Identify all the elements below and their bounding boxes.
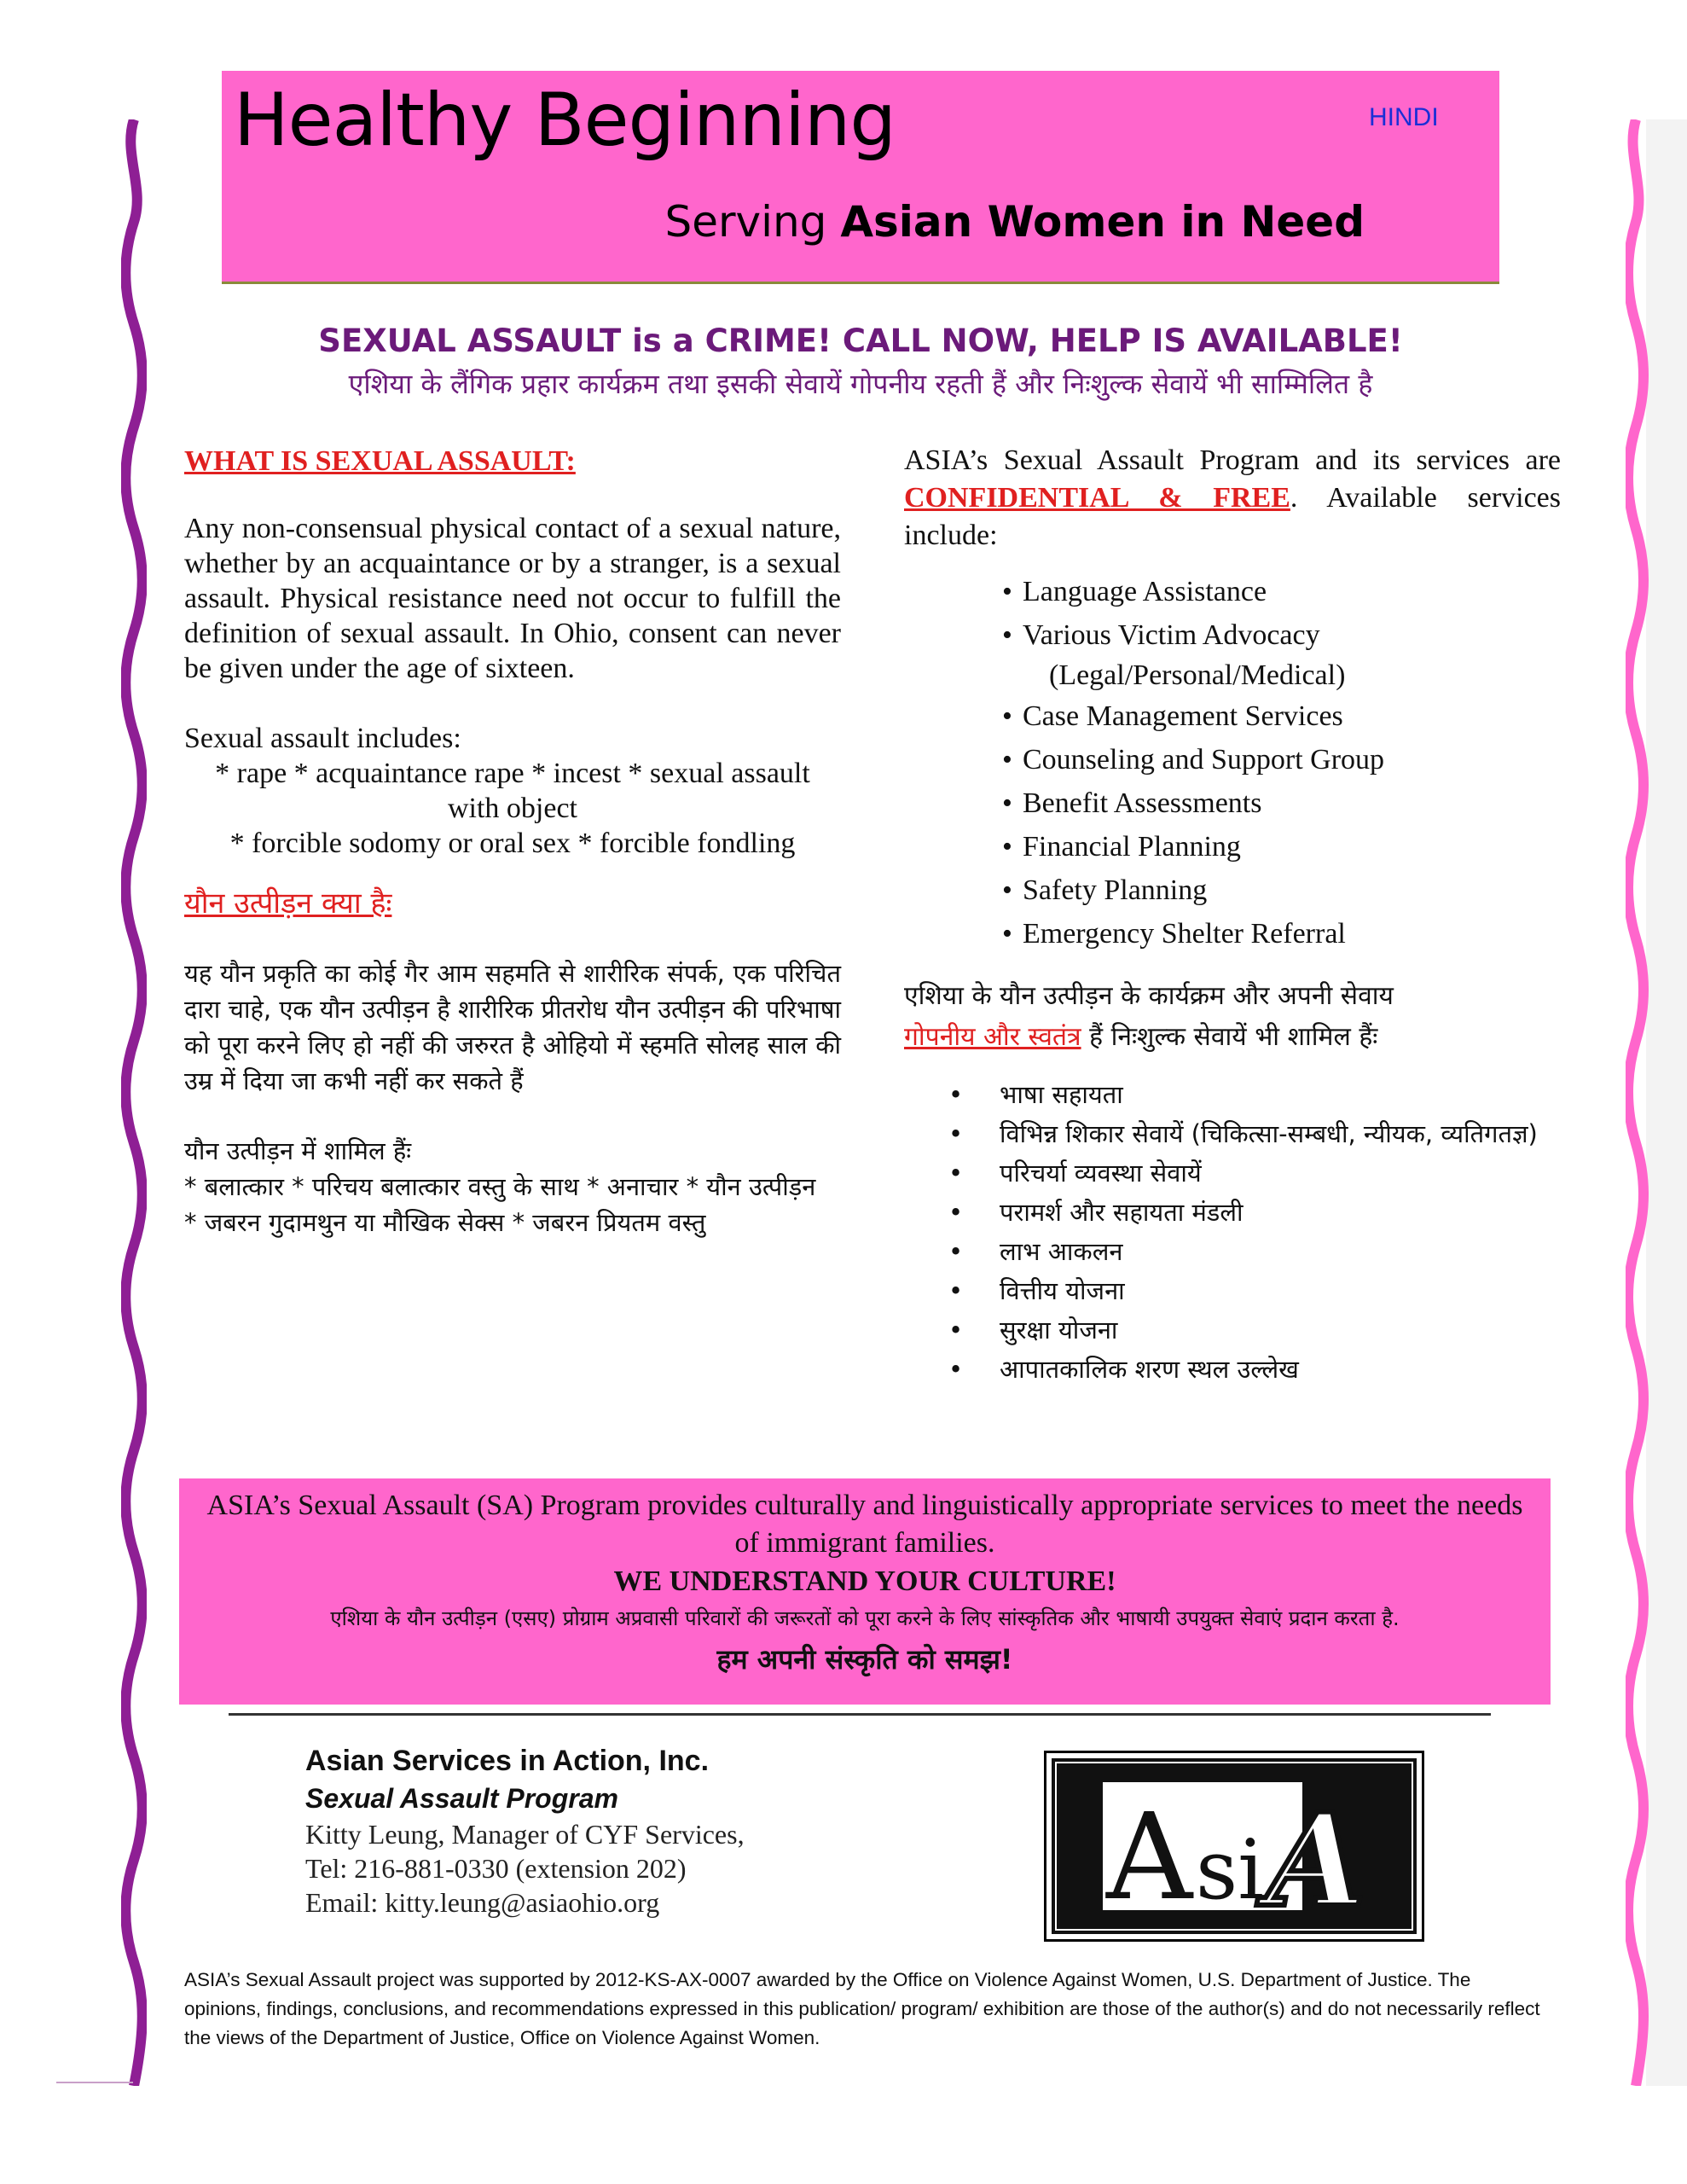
- footer-rule: [229, 1713, 1491, 1716]
- bullet-icon: •: [948, 1080, 964, 1109]
- intro-after: . Available services include:: [904, 482, 1561, 551]
- hindi-includes-line-1: * बलात्कार * परिचय बलात्कार वस्तु के साथ * अनाचार * यौन उत्पीड़न: [184, 1172, 816, 1201]
- hindi-heading: यौन उत्पीड़न क्या हैः: [184, 886, 392, 921]
- list-item: [948, 1271, 1561, 1310]
- list-item: [948, 1232, 1561, 1271]
- right-column: [904, 442, 1561, 1389]
- hindi-confidential-free: गोपनीय और स्वतंत्र: [904, 1022, 1081, 1052]
- subtitle-bold: Asian Women in Need: [840, 197, 1365, 247]
- service-label: Safety Planning: [1023, 874, 1208, 906]
- includes-line-1: * rape * acquaintance rape * incest * sexual assault with object: [215, 758, 810, 824]
- bullet-icon: •: [1002, 918, 1012, 950]
- call-to-action-hindi: एशिया के लैंगिक प्रहार कार्यक्रम तथा इसकी सेवायें गोपनीय रहती हैं और निःशुल्क सेवायें भी साम्मिलित है: [348, 368, 1373, 400]
- contact-email: Email: kitty.leung@asiaohio.org: [305, 1887, 660, 1918]
- left-column: [184, 444, 841, 1240]
- includes-label: Sexual assault includes:: [184, 723, 461, 754]
- services-list: [1002, 570, 1561, 956]
- right-wavy-border: [1626, 119, 1687, 2086]
- contact-name: Kitty Leung, Manager of CYF Services,: [305, 1819, 745, 1850]
- org-name: Asian Services in Action, Inc.: [305, 1745, 710, 1777]
- service-label: Emergency Shelter Referral: [1023, 918, 1346, 950]
- bullet-icon: •: [948, 1355, 964, 1384]
- culture-slogan-hindi: हम अपनी संस्कृति को समझ!: [716, 1643, 1013, 1676]
- bullet-icon: •: [948, 1237, 964, 1266]
- service-label: Counseling and Support Group: [1023, 744, 1385, 775]
- service-label: Case Management Services: [1023, 700, 1343, 732]
- bullet-icon: •: [948, 1159, 964, 1188]
- bullet-icon: •: [1002, 700, 1012, 732]
- asia-logo: [1044, 1751, 1424, 1942]
- list-item: [1002, 613, 1561, 694]
- list-item: [948, 1193, 1561, 1232]
- what-is-heading: WHAT IS SEXUAL ASSAULT:: [184, 445, 576, 477]
- list-item: [948, 1075, 1561, 1114]
- hindi-intro-after: हैं निःशुल्क सेवायें भी शामिल हैंः: [1081, 1022, 1378, 1052]
- list-item: [948, 1350, 1561, 1389]
- hindi-service-label: विभिन्न शिकार सेवायें (चिकित्सा-सम्बधी, न्यीयक, व्यतिगतज्ञ): [1000, 1119, 1538, 1148]
- confidential-free: CONFIDENTIAL & FREE: [904, 482, 1290, 514]
- list-item: [1002, 738, 1561, 781]
- svg-text:A: A: [1267, 1786, 1366, 1936]
- program-name: Sexual Assault Program: [305, 1783, 618, 1814]
- includes-line-2: * forcible sodomy or oral sex * forcible fondling: [229, 828, 796, 859]
- list-item: [1002, 781, 1561, 825]
- hindi-service-label: परामर्श और सहायता मंडली: [1000, 1198, 1244, 1227]
- hindi-intro-line-1: एशिया के यौन उत्पीड़न के कार्यक्रम और अपनी सेवाय: [904, 981, 1394, 1011]
- culture-statement: ASIA’s Sexual Assault (SA) Program provides culturally and linguistically appropriate services to meet the needs of immigrant families.: [206, 1490, 1523, 1559]
- service-sublabel: (Legal/Personal/Medical): [1049, 659, 1346, 691]
- hindi-services-list: [948, 1075, 1561, 1389]
- hindi-includes-line-2: * जबरन गुदामथुन या मौखिक सेक्स * जबरन प्रियतम वस्तु: [184, 1208, 706, 1237]
- hindi-includes-label: यौन उत्पीड़न में शामिल हैंः: [184, 1136, 412, 1165]
- bullet-icon: •: [948, 1276, 964, 1305]
- list-item: [948, 1153, 1561, 1193]
- hindi-definition: यह यौन प्रकृति का कोई गैर आम सहमति से शारीरिक संपर्क, एक परिचित दारा चाहे, एक यौन उत्पीड़न है शारीरिक प्रीतरोध यौन उत्पीड़न की परिभाषा को पूरा करने लिए हो नहीं की जरुरत है ओहियो में स्हमति सोलह साल की उम्र में दिया जा कभी नहीं कर सकते हैं: [184, 959, 841, 1095]
- bullet-icon: •: [1002, 787, 1012, 819]
- service-label: Various Victim Advocacy: [1023, 619, 1320, 651]
- bullet-icon: •: [1002, 744, 1012, 775]
- bullet-icon: •: [1002, 576, 1012, 607]
- page-subtitle: [664, 197, 1365, 247]
- service-label: Financial Planning: [1023, 831, 1241, 863]
- left-wavy-border: [121, 119, 147, 2086]
- language-label: HINDI: [1369, 103, 1439, 131]
- hindi-services-intro: [904, 976, 1561, 1058]
- list-item: [1002, 825, 1561, 868]
- svg-text:si: si: [1196, 1822, 1264, 1918]
- page-title: Healthy Beginning: [234, 78, 896, 163]
- list-item: [1002, 912, 1561, 956]
- bullet-icon: •: [948, 1316, 964, 1345]
- definition-text: Any non-consensual physical contact of a sexual nature, whether by an acquaintance or by a stranger, is a sexual assault. Physical resistance need not occur to fulfill the definition of sexual assault. In Ohio, consent can never be given under the age of sixteen.: [184, 513, 841, 684]
- bottom-divider: [56, 2082, 133, 2083]
- culture-statement-hindi: एशिया के यौन उत्पीड़न (एसए) प्रोग्राम अप्रवासी परिवारों की जरूरतों को पूरा करने के लिए सांस्कृतिक और भाषायी उपयुक्त सेवाएं प्रदान करता है.: [330, 1606, 1400, 1630]
- hindi-service-label: परिचर्या व्यवस्था सेवायें: [1000, 1159, 1202, 1188]
- bullet-icon: •: [1002, 831, 1012, 863]
- header-banner: [222, 71, 1499, 284]
- list-item: [1002, 570, 1561, 613]
- bullet-icon: •: [1002, 874, 1012, 906]
- list-item: [1002, 868, 1561, 912]
- bullet-icon: •: [1002, 619, 1012, 651]
- call-to-action: SEXUAL ASSAULT is a CRIME! CALL NOW, HELP IS AVAILABLE!: [318, 322, 1403, 359]
- culture-banner: [179, 1478, 1551, 1705]
- intro-before: ASIA’s Sexual Assault Program and its services are: [904, 444, 1561, 476]
- hindi-service-label: वित्तीय योजना: [1000, 1276, 1125, 1305]
- list-item: [1002, 694, 1561, 738]
- subtitle-prefix: Serving: [664, 197, 841, 247]
- hindi-service-label: भाषा सहायता: [1000, 1080, 1123, 1109]
- service-label: Language Assistance: [1023, 576, 1267, 607]
- bullet-icon: •: [948, 1119, 964, 1148]
- culture-slogan: WE UNDERSTAND YOUR CULTURE!: [613, 1565, 1116, 1597]
- funding-disclaimer: ASIA’s Sexual Assault project was supported by 2012-KS-AX-0007 awarded by the Office on Violence Against Women, U.S. Department of Justice. The opinions, findings, conclusions, and recommendations expressed in this publication/ program/ exhibition are those of the author(s) and do not necessarily reflect the views of the Department of Justice, Office on Violence Against Women.: [184, 1969, 1540, 2048]
- service-label: Benefit Assessments: [1023, 787, 1262, 819]
- list-item: [948, 1114, 1561, 1153]
- hindi-service-label: आपातकालिक शरण स्थल उल्लेख: [1000, 1355, 1299, 1384]
- svg-text:A: A: [1106, 1788, 1193, 1927]
- hindi-service-label: लाभ आकलन: [1000, 1237, 1123, 1266]
- asia-logo-icon: [1046, 1753, 1422, 1939]
- bullet-icon: •: [948, 1198, 964, 1227]
- organization-contact: [305, 1742, 745, 1920]
- list-item: [948, 1310, 1561, 1350]
- contact-tel: Tel: 216-881-0330 (extension 202): [305, 1853, 687, 1884]
- hindi-service-label: सुरक्षा योजना: [1000, 1316, 1118, 1345]
- services-intro: [904, 442, 1561, 555]
